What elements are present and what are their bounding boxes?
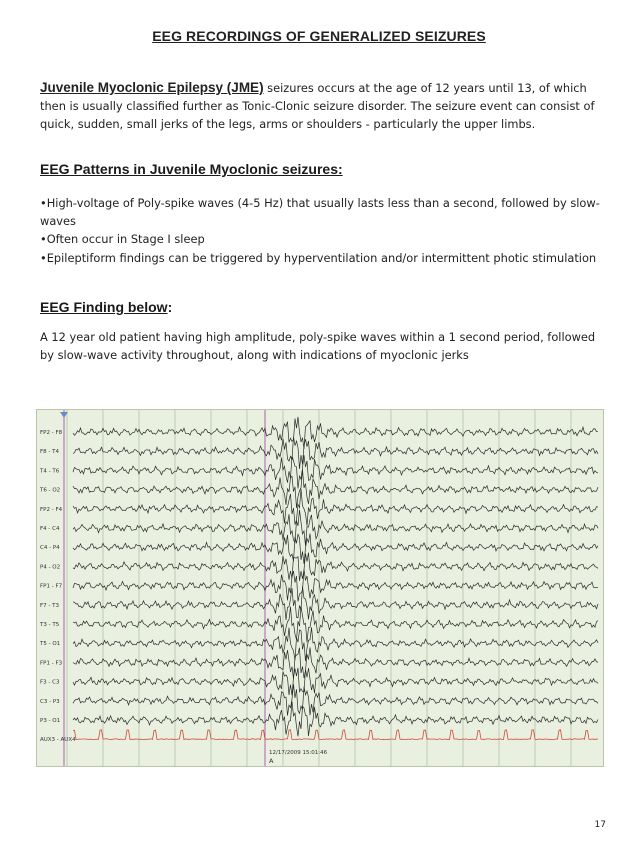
pattern-bullet: •Often occur in Stage I sleep: [40, 232, 205, 247]
jme-heading: Juvenile Myoclonic Epilepsy (JME): [40, 80, 264, 95]
eeg-channel-label: P3 - O1: [40, 718, 61, 724]
finding-paragraph: A 12 year old patient having high amplitude, poly-spike waves within a 1 second period, followed by slow-wave activity throughout, along with indications of myoclonic jerks: [40, 330, 596, 363]
page-title: EEG RECORDINGS OF GENERALIZED SEIZURES: [152, 28, 486, 44]
eeg-channel-label: C4 - P4: [40, 545, 60, 552]
eeg-channel-label: FP1 - F7: [40, 583, 63, 590]
eeg-trace: [73, 606, 598, 642]
eeg-trace: [73, 730, 598, 740]
eeg-trace: [73, 417, 598, 449]
eeg-trace: [73, 489, 598, 526]
intro-paragraph: [40, 79, 605, 134]
eeg-channel-label: T5 - O1: [40, 641, 61, 648]
eeg-channel-label: C3 - P3: [40, 698, 60, 705]
eeg-marker-label: A: [269, 757, 274, 765]
finding-heading-colon: :: [167, 299, 173, 315]
eeg-channel-label: T6 - O2: [40, 487, 61, 494]
eeg-trace-svg: [37, 410, 603, 766]
eeg-channel-label: T3 - T5: [40, 622, 60, 628]
eeg-channel-label: FP2 - F8: [40, 430, 63, 436]
eeg-trace: [73, 647, 598, 679]
eeg-channel-label: P4 - O2: [40, 564, 61, 571]
eeg-channel-label: FP1 - F3: [40, 660, 63, 667]
eeg-channel-label: F7 - T3: [40, 602, 60, 609]
pattern-bullet: •Epileptiform findings can be triggered by hyperventilation and/or intermittent photic stimulation: [40, 250, 597, 265]
finding-heading-row: [40, 297, 172, 316]
eeg-trace: [73, 455, 598, 488]
patterns-heading: EEG Patterns in Juvenile Myoclonic seizures:: [40, 161, 343, 177]
eeg-trace: [73, 569, 598, 601]
eeg-trace: [73, 553, 598, 581]
eeg-recording-image: [36, 409, 604, 767]
eeg-channel-label: AUX3 - AUX4: [40, 737, 76, 744]
eeg-trace: [73, 668, 598, 696]
eeg-trace: [73, 534, 598, 564]
eeg-trace: [73, 627, 598, 661]
eeg-timestamp: 12/17/2009 15:01:46: [269, 750, 328, 756]
eeg-channel-label: F3 - C3: [40, 679, 60, 686]
page-number: 17: [594, 820, 606, 830]
eeg-trace: [73, 586, 598, 620]
patterns-list: [40, 194, 605, 267]
finding-heading: EEG Finding below: [40, 299, 168, 315]
eeg-trace: [73, 437, 598, 469]
pattern-bullet: •High-voltage of Poly-spike waves (4-5 Hz) that usually lasts less than a second, followed by slow-waves: [40, 196, 600, 229]
eeg-trace: [73, 470, 598, 508]
intro-text: seizures occurs at the age of 12 years until 13, of which then is usually classified further as Tonic-Clonic seizure disorder. The seizure event can consist of quick, sudden, small jerks of the legs, arms or shoulders - particularly the upper limbs.: [40, 81, 595, 132]
eeg-channel-label: F4 - C4: [40, 526, 60, 532]
eeg-trace: [73, 684, 598, 715]
eeg-channel-label: FP2 - F4: [40, 506, 63, 513]
eeg-channel-label: T4 - T6: [40, 468, 60, 475]
eeg-trace: [73, 510, 598, 546]
eeg-channel-label: F8 - T4: [40, 449, 60, 456]
eeg-trace: [73, 701, 598, 736]
